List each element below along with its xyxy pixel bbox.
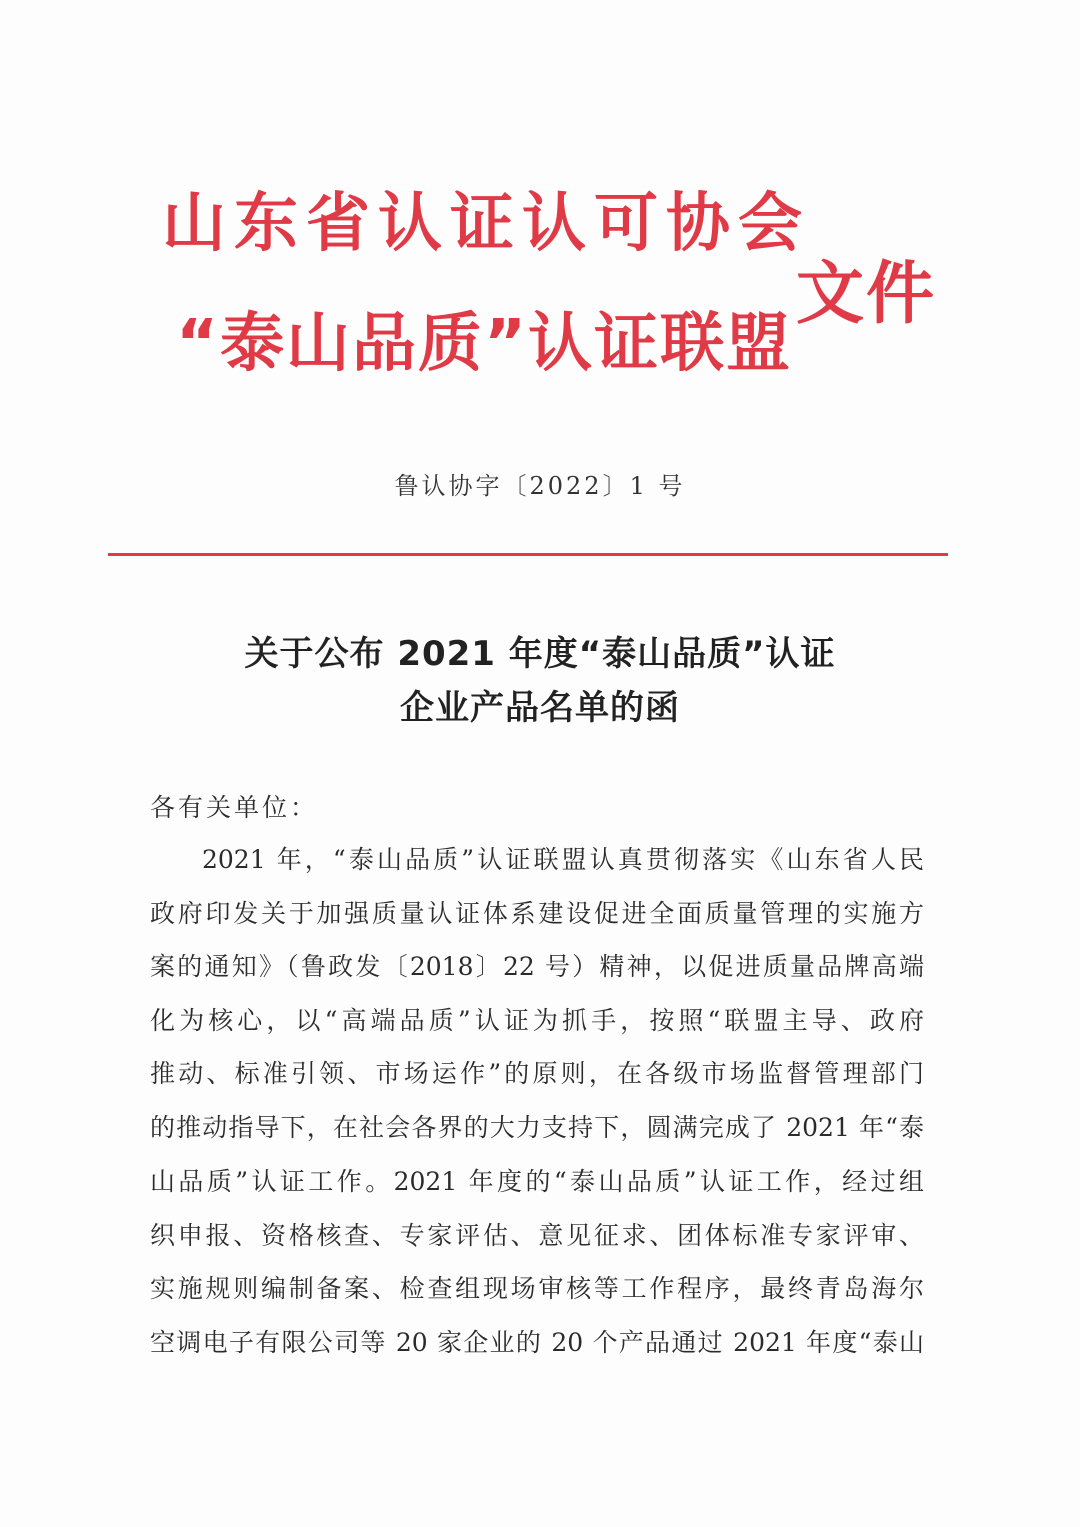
body-text-line: 空调电子有限公司等 20 家企业的 20 个产品通过 2021 年度“泰山: [150, 1328, 924, 1357]
body-text-line: 案的通知》（鲁政发〔2018〕22 号）精神，以促进质量品牌高端: [150, 952, 924, 981]
document-type-label: 文件: [796, 255, 937, 334]
body-text-line: 化为核心，以“高端品质”认证为抓手，按照“联盟主导、政府: [150, 1006, 924, 1035]
document-number: 鲁认协字〔2022〕1 号: [394, 472, 686, 500]
body-text-line: 政府印发关于加强质量认证体系建设促进全面质量管理的实施方: [150, 899, 924, 928]
body-text-line: 推动、标准引领、市场运作”的原则，在各级市场监督管理部门: [150, 1059, 924, 1088]
salutation: 各有关单位：: [150, 793, 319, 822]
document-title-line-2: 企业产品名单的函: [400, 688, 680, 728]
body-text-line: 2021 年，“泰山品质”认证联盟认真贯彻落实《山东省人民: [202, 845, 924, 874]
issuer-name-line-1: 山东省认证认可协会: [162, 187, 810, 261]
issuer-name-line-2: “泰山品质”认证联盟: [176, 307, 793, 381]
body-text-line: 织申报、资格核查、专家评估、意见征求、团体标准专家评审、: [150, 1221, 924, 1250]
body-text-line: 实施规则编制备案、检查组现场审核等工作程序，最终青岛海尔: [150, 1274, 924, 1303]
body-text-line: 山品质”认证工作。2021 年度的“泰山品质”认证工作，经过组: [150, 1167, 924, 1196]
body-text-line: 的推动指导下，在社会各界的大力支持下，圆满完成了 2021 年“泰: [150, 1113, 924, 1142]
header-divider-rule: [108, 553, 948, 556]
document-title-line-1: 关于公布 2021 年度“泰山品质”认证: [244, 634, 836, 674]
